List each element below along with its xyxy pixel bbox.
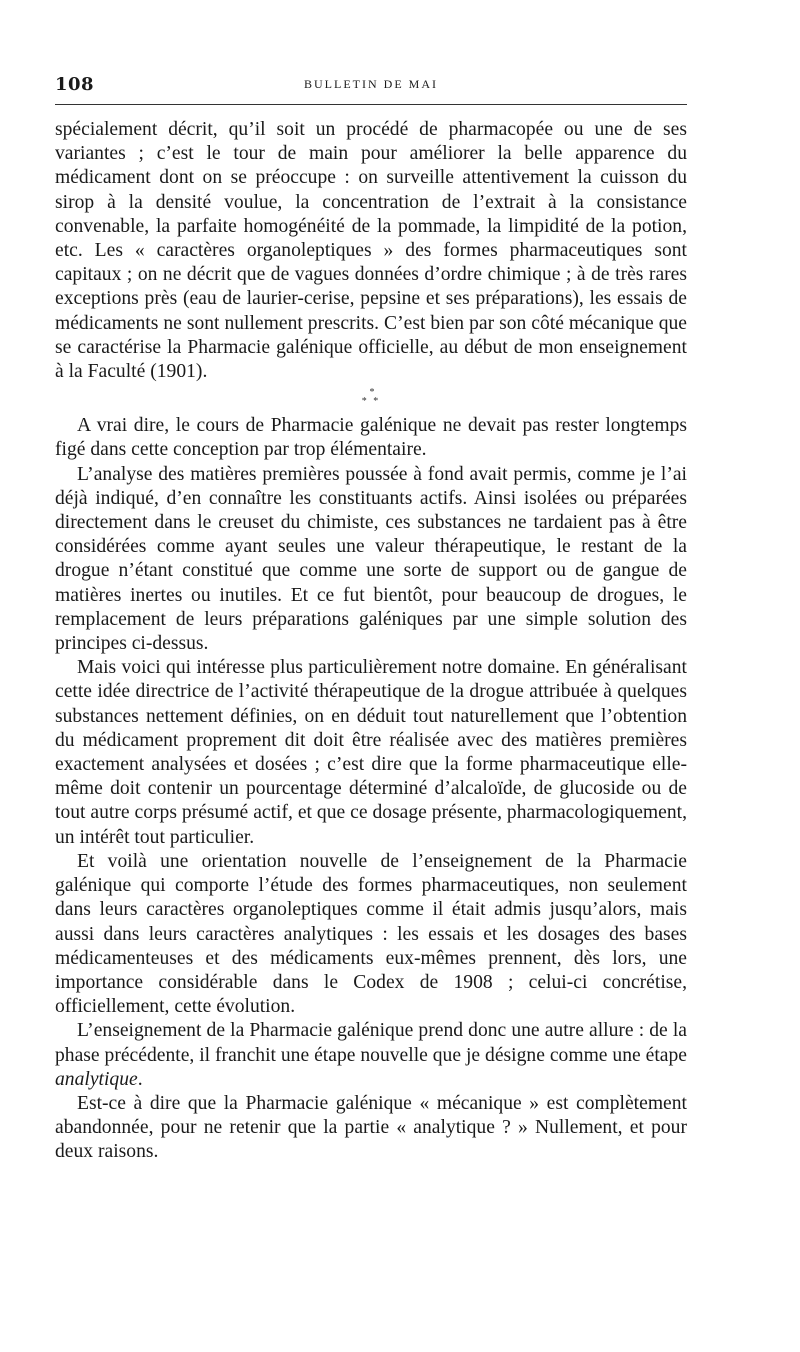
paragraph-text-end: . — [137, 1068, 143, 1090]
paragraph: Et voilà une orientation nouvelle de l’enseignement de la Pharmacie galénique qui comporte l’étude des formes pharmaceutiques, non seulement dans leurs caractères organoleptiques comme il était admis jusqu’alors, mais aussi dans leurs caractères analytiques : les essais et les dosages des bases médicamenteuses et des médicaments eux-mêmes prennent, dès lors, une importance considérable dans le Codex de 1908 ; celui-ci concrétise, officiellement, cette évolution. — [55, 850, 687, 1018]
page-number: 108 — [55, 74, 95, 95]
paragraph: Mais voici qui intéresse plus particulièrement notre domaine. En généralisant cette idée directrice de l’activité thérapeutique de la drogue attribuée à quelques substances nettement définies, on en déduit tout naturellement que l’obtention du médicament proprement dit doit être réalisée avec des matières premières exactement analysées et dosées ; c’est dire que la forme pharmaceutique elle-même doit contenir un pourcentage déterminé d’alcaloïde, de glucoside ou de tout autre corps présumé actif, et que ce dosage présente, pharmacologiquement, un intérêt tout particulier. — [55, 657, 687, 848]
asterism-top: * — [369, 387, 377, 399]
page-header — [55, 74, 687, 98]
paragraph-with-italic — [55, 1019, 687, 1092]
asterism-bottom: * * — [361, 396, 381, 408]
asterism-divider — [55, 388, 687, 406]
italic-term: analytique — [55, 1068, 138, 1090]
paragraph: A vrai dire, le cours de Pharmacie galénique ne devait pas rester longtemps figé dans cette conception par trop élémentaire. — [55, 415, 687, 461]
paragraph-text: L’enseignement de la Pharmacie galénique prend donc une autre allure : de la phase précédente, il franchit une étape nouvelle que je désigne comme une étape — [55, 1020, 687, 1066]
header-rule — [55, 104, 687, 105]
paragraph: L’analyse des matières premières poussée à fond avait permis, comme je l’ai déjà indiqué, d’en connaître les constituants actifs. Ainsi isolées ou préparées directement dans le creuset du chimiste, ces substances ne tardaient pas à être considérées comme ayant seules une valeur thérapeutique, le restant de la drogue n’étant constitué que comme une sorte de support ou de gangue de matières inertes ou inutiles. Et ce fut bientôt, pour beaucoup de drogues, le remplacement de leurs préparations galéniques par une simple solution des principes ci-dessus. — [55, 463, 687, 655]
body-text — [55, 118, 687, 1165]
paragraph-continuation: spécialement décrit, qu’il soit un procédé de pharmacopée ou une de ses variantes ; c’est le tour de main pour améliorer la belle apparence du médicament dont on se préoccupe : on surveille attentivement la cuisson du sirop à la densité voulue, la concentration de l’extrait à la consistance convenable, la parfaite homogénéité de la pommade, la limpidité de la potion, etc. Les « caractères organoleptiques » des formes pharmaceutiques sont capitaux ; on ne décrit que de vagues données d’ordre chimique ; à de très rares exceptions près (eau de laurier-cerise, pepsine et ses préparations), les essais de médicaments ne sont nullement prescrits. C’est bien par son côté mécanique que se caractérise la Pharmacie galénique officielle, au début de mon enseignement à la Faculté (1901). — [55, 119, 687, 383]
running-title: BULLETIN DE MAI — [304, 77, 438, 91]
paragraph: Est-ce à dire que la Pharmacie galénique « mécanique » est complètement abandonnée, pour ne retenir que la partie « analytique ? » Nullement, et pour deux raisons. — [55, 1092, 687, 1163]
